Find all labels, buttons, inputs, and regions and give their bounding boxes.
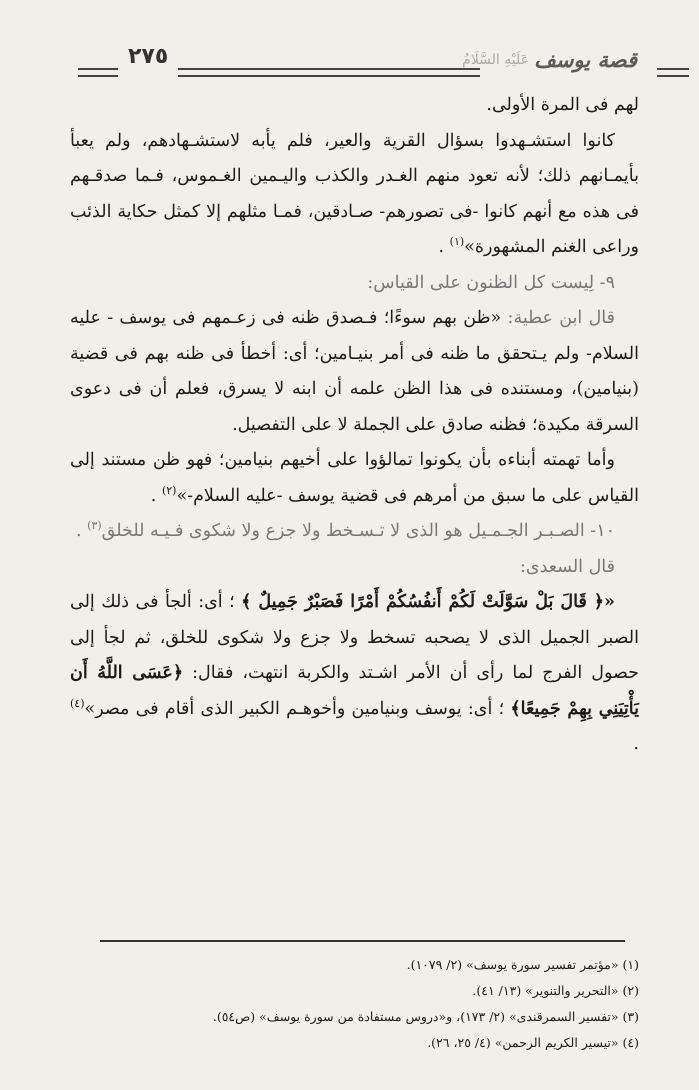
header-rule-right	[657, 68, 689, 70]
paragraph-text: ؛ أى: ألجأ فى ذلك إلى الصبر الجميل الذى لا يصحبه تسخط ولا جزع ولا شكوى للخلق، ثم لجأ إلى حصول الفرج لما رأى أن الأمر اشـتد والكربة انتهت، فقال:	[70, 592, 639, 683]
period: .	[150, 485, 157, 506]
section-heading-9: ٩- لِيست كل الظنون على القياس:	[367, 272, 615, 293]
footnotes	[100, 952, 639, 1056]
header-rule-left	[78, 68, 118, 70]
section-heading-10	[70, 514, 639, 550]
paragraph-text-end: ؛ أى: يوسف وبنيامين وأخوهـم الكبير الذى أقام فى مصر»	[84, 698, 505, 719]
header-rule-right-2	[657, 75, 689, 77]
paragraph-text: كانوا استشـهدوا بسؤال القرية والعير، فلم يأبه لاستشـهادهم، ولم يعبأ بأيمـانهم ذلك؛ لأنه تعود منهم الغـدر والكذب واليـمين الغـموس، فـما صدقـهم فى هذه مع أنهم كانوا -فى تصورهم- صـادقين، فمـا مثلهم إلا كمثل حكاية الذئب وراعى الغنم المشهورة»	[70, 130, 639, 257]
quran-verse-1: «﴿ قَالَ بَلْ سَوَّلَتْ لَكُمْ أَنفُسُكُمْ أَمْرًا فَصَبْرٌ جَمِيلٌ ﴾	[241, 592, 615, 612]
speaker-label-saadi: قال السعدى:	[519, 556, 615, 577]
footnote-ref-3: (٣)	[87, 519, 102, 533]
paragraph-continuation: لهم فى المرة الأولى.	[486, 95, 639, 115]
footnote-ref-1: (١)	[449, 235, 465, 249]
footnote-2: (٢) «التحرير والتنوير» (١٣/ ٤١).	[472, 983, 639, 998]
header-rule-center-2	[178, 75, 480, 77]
header-rule-center	[178, 68, 480, 70]
paragraph-text: «ظن بهم سوءًا؛ فـصدق ظنه فى زعـمهم فى يوسف - عليه السلام- ولم يـتحقق ما ظنه فى أمر بنيـامين؛ أى: أخطأ فى ظنه بهم فى قضية (بنيامين)، ومستنده فى هذا الظن علمه أن ابنه لا يسرق، فعلم أن فى دعوى السرقة مكيدة؛ فظنه صادق على الجملة لا على التفصيل.	[70, 308, 639, 435]
book-title: قصة يوسف	[534, 48, 637, 72]
title-ornament: عَلَيْهِ السَّلَامُ	[462, 52, 529, 68]
heading-text: ١٠- الصـبـر الجـمـيل هو الذى لا تـسـخط ولا جزع ولا شكوى فـيـه للخلق	[101, 521, 615, 541]
paragraph-testimony	[70, 124, 639, 266]
paragraph-ibn-atiyya	[70, 301, 639, 443]
main-text	[70, 88, 639, 763]
paragraph-accusation	[70, 443, 639, 514]
page-number: ٢٧٥	[128, 44, 169, 69]
footnote-divider	[100, 940, 625, 942]
period: .	[438, 237, 445, 257]
footnote-1: (١) «مؤتمر تفسير سورة يوسف» (٢/ ١٠٧٩).	[406, 957, 639, 972]
footnote-4: (٤) «تيسير الكريم الرحمن» (٤/ ٢٥، ٢٦).	[427, 1035, 639, 1050]
footnote-3: (٣) «تفسير السمرقندى» (٢/ ١٧٣)، و«دروس مستفادة من سورة يوسف» (ص٥٤).	[212, 1009, 639, 1024]
quran-verse-2: ﴿عَسَى اللَّهُ أَن يَأْتِيَنِي بِهِمْ جَمِيعًا﴾	[70, 663, 639, 719]
footnote-ref-4: (٤)	[70, 696, 85, 710]
speaker-label: قال ابن عطية:	[507, 308, 615, 328]
footnote-ref-2: (٢)	[161, 483, 177, 497]
page-header	[0, 0, 699, 100]
period: .	[633, 734, 639, 754]
header-rule-left-2	[78, 75, 118, 77]
paragraph-text: وأما تهمته أبناءه بأن يكونوا تمالؤوا على أخيهم بنيامين؛ فهو ظن مستند إلى القياس على ما سبق من أمرهم فى قضية يوسف -عليه السلام-»	[70, 450, 639, 506]
period: .	[75, 521, 82, 541]
paragraph-saadi	[70, 585, 639, 763]
